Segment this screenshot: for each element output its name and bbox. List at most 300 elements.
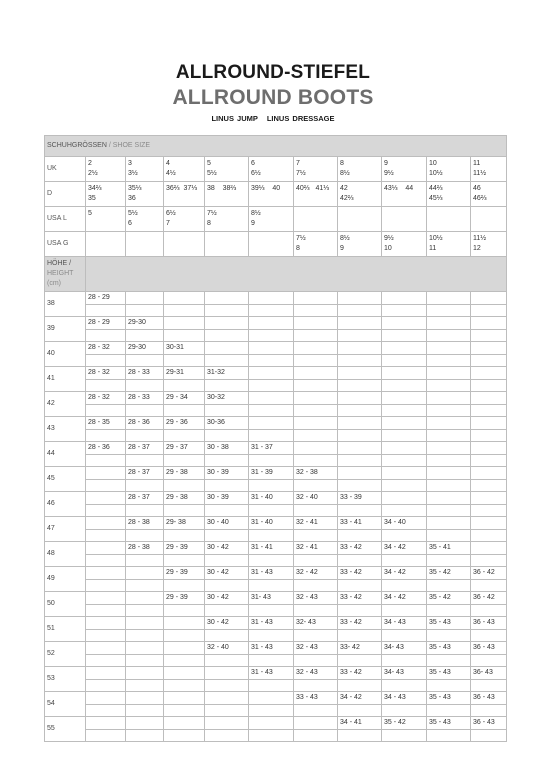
height-range-cell: 28 - 38 [126,517,164,530]
blank-cell [427,555,471,567]
table-row-spacer [45,355,507,367]
blank-cell [126,655,164,667]
height-range-cell: 35 - 43 [427,717,471,730]
blank-cell [126,605,164,617]
blank-cell [294,330,338,342]
height-range-cell [86,642,126,655]
blank-cell [427,705,471,717]
height-range-cell [338,342,382,355]
height-range-cell: 32 - 40 [205,642,249,655]
blank-cell [338,355,382,367]
size-value-alt: 9½ [384,170,394,177]
blank-cell [205,380,249,392]
size-cell [205,207,249,232]
calf-size-label: 54 [45,692,86,717]
height-range-cell [338,367,382,380]
height-range-cell [126,292,164,305]
blank-cell [164,330,205,342]
header-german: SCHUHGRÖSSEN [47,142,107,149]
blank-cell [164,405,205,417]
calf-size-label: 44 [45,442,86,467]
height-range-cell [294,292,338,305]
blank-cell [382,630,427,642]
height-range-cell [249,367,294,380]
calf-size-label: 41 [45,367,86,392]
height-range-cell [294,442,338,455]
title-english: ALLROUND BOOTS [172,86,374,109]
blank-cell [294,630,338,642]
calf-size-label: 46 [45,492,86,517]
height-range-cell [382,317,427,330]
height-range-cell: 33 - 42 [338,542,382,555]
blank-cell [427,655,471,667]
blank-cell [382,380,427,392]
blank-cell [126,580,164,592]
size-value-alt: 8 [207,220,211,227]
blank-cell [205,505,249,517]
size-cell [427,182,471,207]
size-value-alt: 7½ [296,170,306,177]
blank-cell [86,730,126,742]
blank-cell [427,330,471,342]
blank-cell [382,530,427,542]
blank-cell [427,730,471,742]
blank-cell [164,605,205,617]
size-value: 5½ [128,210,138,217]
size-cell [205,182,249,207]
blank-cell [338,455,382,467]
height-range-cell: 35 - 41 [427,542,471,555]
blank-cell [249,730,294,742]
table-row [45,567,507,580]
blank-cell [382,605,427,617]
size-cell [126,207,164,232]
table-row [45,342,507,355]
blank-cell [382,455,427,467]
height-range-cell [205,692,249,705]
size-value-alt: 10½ [429,170,443,177]
size-value-alt: 6½ [251,170,261,177]
size-value: 36⅔ 37⅓ [166,185,198,192]
size-value: 8 [340,160,344,167]
height-range-cell: 30 - 40 [205,517,249,530]
height-range-cell [86,717,126,730]
blank-cell [164,580,205,592]
height-range-cell: 31 - 40 [249,517,294,530]
row-label-usag: USA G [45,232,86,257]
blank-cell [249,355,294,367]
blank-cell [164,380,205,392]
blank-cell [249,480,294,492]
blank-cell [471,655,507,667]
size-value-alt: 46⅔ [473,195,487,202]
height-range-cell: 33 - 42 [338,617,382,630]
height-range-cell [126,642,164,655]
blank-cell [294,705,338,717]
size-cell [338,182,382,207]
size-chart-table [44,135,507,742]
blank-cell [205,330,249,342]
height-range-cell: 34 - 41 [338,717,382,730]
height-range-cell: 32 - 40 [294,492,338,505]
height-range-cell: 28 - 33 [126,392,164,405]
blank-cell [427,630,471,642]
blank-cell [382,705,427,717]
blank-cell [86,705,126,717]
table-row [45,717,507,730]
height-range-cell [86,542,126,555]
blank-cell [86,605,126,617]
calf-size-label: 39 [45,317,86,342]
blank-cell [338,730,382,742]
height-range-cell: 32 - 38 [294,467,338,480]
height-range-cell: 35 - 43 [427,667,471,680]
height-range-cell: 30 - 42 [205,567,249,580]
height-range-cell [382,292,427,305]
blank-cell [338,680,382,692]
size-cell [382,157,427,182]
blank-cell [382,580,427,592]
blank-cell [294,680,338,692]
height-range-cell: 30-31 [164,342,205,355]
height-range-cell: 30-36 [205,417,249,430]
blank-cell [249,580,294,592]
size-chart-body [45,136,507,742]
blank-cell [382,505,427,517]
height-range-cell: 33 - 42 [338,592,382,605]
blank-cell [294,355,338,367]
size-value: 10 [429,160,437,167]
blank-cell [338,530,382,542]
height-range-cell [294,717,338,730]
height-range-cell: 28 - 38 [126,542,164,555]
table-row-spacer [45,705,507,717]
height-range-cell: 36 - 43 [471,642,507,655]
height-range-cell: 36 - 43 [471,717,507,730]
size-value: 4 [166,160,170,167]
height-range-cell: 28 - 32 [86,392,126,405]
height-range-cell [249,392,294,405]
blank-cell [126,355,164,367]
height-range-cell [126,692,164,705]
table-row-spacer [45,605,507,617]
height-range-cell [471,467,507,480]
blank-cell [382,305,427,317]
blank-cell [164,555,205,567]
height-range-cell: 34 - 42 [338,692,382,705]
height-range-cell [205,717,249,730]
size-value-alt: 8 [296,245,300,252]
height-range-cell: 29 - 39 [164,567,205,580]
height-range-cell [427,367,471,380]
table-row-spacer [45,555,507,567]
calf-size-label: 55 [45,717,86,742]
height-range-cell [382,417,427,430]
height-range-cell: 34 - 43 [382,617,427,630]
size-cell [164,157,205,182]
size-value: 8½ [340,235,350,242]
blank-cell [427,430,471,442]
height-range-cell: 31 - 43 [249,642,294,655]
blank-cell [126,555,164,567]
blank-cell [126,430,164,442]
calf-size-label: 50 [45,592,86,617]
height-range-cell: 29 - 38 [164,492,205,505]
blank-cell [164,705,205,717]
height-range-cell: 29 - 36 [164,417,205,430]
blank-cell [164,305,205,317]
blank-cell [164,355,205,367]
size-value-alt: 6 [128,220,132,227]
blank-cell [338,480,382,492]
height-range-cell: 32 - 43 [294,592,338,605]
height-range-cell [338,417,382,430]
header-separator: / [106,142,113,149]
height-range-cell [427,517,471,530]
height-range-cell: 29 - 39 [164,542,205,555]
height-range-cell [86,617,126,630]
blank-cell [471,405,507,417]
height-range-cell [471,542,507,555]
blank-cell [249,430,294,442]
blank-cell [86,480,126,492]
size-value-alt: 12 [473,245,481,252]
blank-cell [382,355,427,367]
table-row-spacer [45,505,507,517]
size-value: 6 [251,160,255,167]
table-row-spacer [45,530,507,542]
height-range-cell [338,467,382,480]
blank-cell [205,605,249,617]
height-range-cell: 31 - 43 [249,567,294,580]
blank-cell [126,455,164,467]
blank-cell [338,580,382,592]
calf-size-label: 45 [45,467,86,492]
table-row-spacer [45,580,507,592]
calf-size-label: 53 [45,667,86,692]
table-row-spacer [45,730,507,742]
size-value-alt: 4½ [166,170,176,177]
height-range-cell: 34 - 42 [382,592,427,605]
height-range-cell [86,492,126,505]
height-range-cell: 33 - 42 [338,667,382,680]
height-range-cell: 33 - 42 [338,567,382,580]
size-value: 34⅔ [88,185,102,192]
height-label-german: HÖHE / [47,260,72,267]
size-value-alt: 8½ [340,170,350,177]
height-range-cell [471,392,507,405]
shoe-size-header [45,136,507,157]
blank-cell [164,480,205,492]
size-value-alt: 42⅔ [340,195,354,202]
blank-cell [338,630,382,642]
size-value: 40⅔ 41⅓ [296,185,330,192]
size-value: 11½ [473,235,487,242]
blank-cell [249,655,294,667]
size-value-alt: 2½ [88,170,98,177]
blank-cell [471,505,507,517]
blank-cell [471,355,507,367]
blank-cell [205,555,249,567]
height-range-cell [205,292,249,305]
size-value-alt: 5½ [207,170,217,177]
blank-cell [382,680,427,692]
blank-cell [338,305,382,317]
blank-cell [427,505,471,517]
table-row-spacer [45,655,507,667]
height-range-cell [338,392,382,405]
height-range-cell: 36 - 42 [471,567,507,580]
height-range-cell: 31 - 43 [249,667,294,680]
height-range-cell: 35 - 43 [427,642,471,655]
height-range-cell: 34 - 40 [382,517,427,530]
size-value: 42 [340,185,348,192]
height-range-cell: 35 - 42 [382,717,427,730]
size-cell [427,232,471,257]
height-range-cell [164,617,205,630]
size-cell [294,232,338,257]
blank-cell [126,530,164,542]
table-row [45,692,507,705]
size-value-alt: 9 [340,245,344,252]
size-cell [382,182,427,207]
blank-cell [382,555,427,567]
table-row [45,317,507,330]
height-range-cell [164,717,205,730]
size-cell [338,232,382,257]
size-value-alt: 11½ [473,170,487,177]
table-row [45,467,507,480]
header-english: SHOE SIZE [112,142,151,149]
calf-size-label: 52 [45,642,86,667]
calf-size-label: 49 [45,567,86,592]
height-range-cell: 34- 43 [382,642,427,655]
size-value-alt: 9 [251,220,255,227]
blank-cell [471,330,507,342]
blank-cell [126,305,164,317]
height-range-cell: 29- 38 [164,517,205,530]
table-row [45,617,507,630]
blank-cell [338,405,382,417]
height-label-unit: (cm) [47,280,61,287]
blank-cell [471,480,507,492]
blank-cell [86,680,126,692]
height-range-cell: 28 - 37 [126,467,164,480]
height-range-cell: 28 - 29 [86,317,126,330]
size-value: 7 [296,160,300,167]
calf-size-label: 47 [45,517,86,542]
shoe-size-header-row [45,136,507,157]
size-value: 7½ [207,210,217,217]
blank-cell [205,355,249,367]
height-range-cell [382,492,427,505]
blank-cell [427,530,471,542]
size-cell [86,157,126,182]
height-range-cell: 28 - 36 [126,417,164,430]
height-range-cell: 32 - 41 [294,517,338,530]
blank-cell [471,680,507,692]
blank-cell [205,305,249,317]
blank-cell [86,655,126,667]
size-value: 44⅔ [429,185,443,192]
height-range-cell: 33- 42 [338,642,382,655]
table-row-spacer [45,380,507,392]
blank-cell [471,430,507,442]
height-range-cell: 28 - 37 [126,442,164,455]
blank-cell [338,330,382,342]
blank-cell [249,330,294,342]
blank-cell [86,305,126,317]
height-range-cell [249,292,294,305]
blank-cell [382,480,427,492]
table-row-spacer [45,680,507,692]
blank-cell [427,480,471,492]
blank-cell [86,530,126,542]
blank-cell [294,505,338,517]
height-range-cell: 29 - 34 [164,392,205,405]
height-range-cell [338,442,382,455]
size-value: 9½ [384,235,394,242]
blank-cell [338,555,382,567]
height-range-cell [249,342,294,355]
calf-size-label: 48 [45,542,86,567]
blank-cell [471,455,507,467]
blank-cell [427,305,471,317]
blank-cell [86,455,126,467]
height-range-cell [471,492,507,505]
height-range-cell: 35 - 43 [427,692,471,705]
blank-cell [86,580,126,592]
height-range-cell [427,317,471,330]
height-range-cell [86,567,126,580]
table-row [45,592,507,605]
height-range-cell [382,367,427,380]
height-range-cell: 30 - 42 [205,592,249,605]
height-range-cell [471,517,507,530]
blank-cell [471,730,507,742]
height-range-cell [164,292,205,305]
height-range-cell [249,717,294,730]
height-range-cell: 33 - 39 [338,492,382,505]
title-german: ALLROUND-STIEFEL [175,62,371,83]
height-range-cell [294,417,338,430]
size-cell [86,182,126,207]
blank-cell [164,680,205,692]
height-range-cell: 29-30 [126,317,164,330]
blank-cell [164,655,205,667]
blank-cell [294,655,338,667]
size-value-alt: 35 [88,195,96,202]
height-range-cell: 32 - 42 [294,567,338,580]
row-uk [45,157,507,182]
blank-cell [471,630,507,642]
row-label-usal: USA L [45,207,86,232]
blank-cell [294,555,338,567]
blank-cell [294,455,338,467]
blank-cell [294,430,338,442]
height-range-cell [471,292,507,305]
height-range-cell [164,642,205,655]
size-value-alt: 11 [429,245,437,252]
blank-cell [338,605,382,617]
height-range-cell: 31-32 [205,367,249,380]
blank-cell [427,580,471,592]
size-value-alt: 36 [128,195,136,202]
size-cell [164,182,205,207]
row-label-uk: UK [45,157,86,182]
blank-cell [382,730,427,742]
blank-cell [205,630,249,642]
